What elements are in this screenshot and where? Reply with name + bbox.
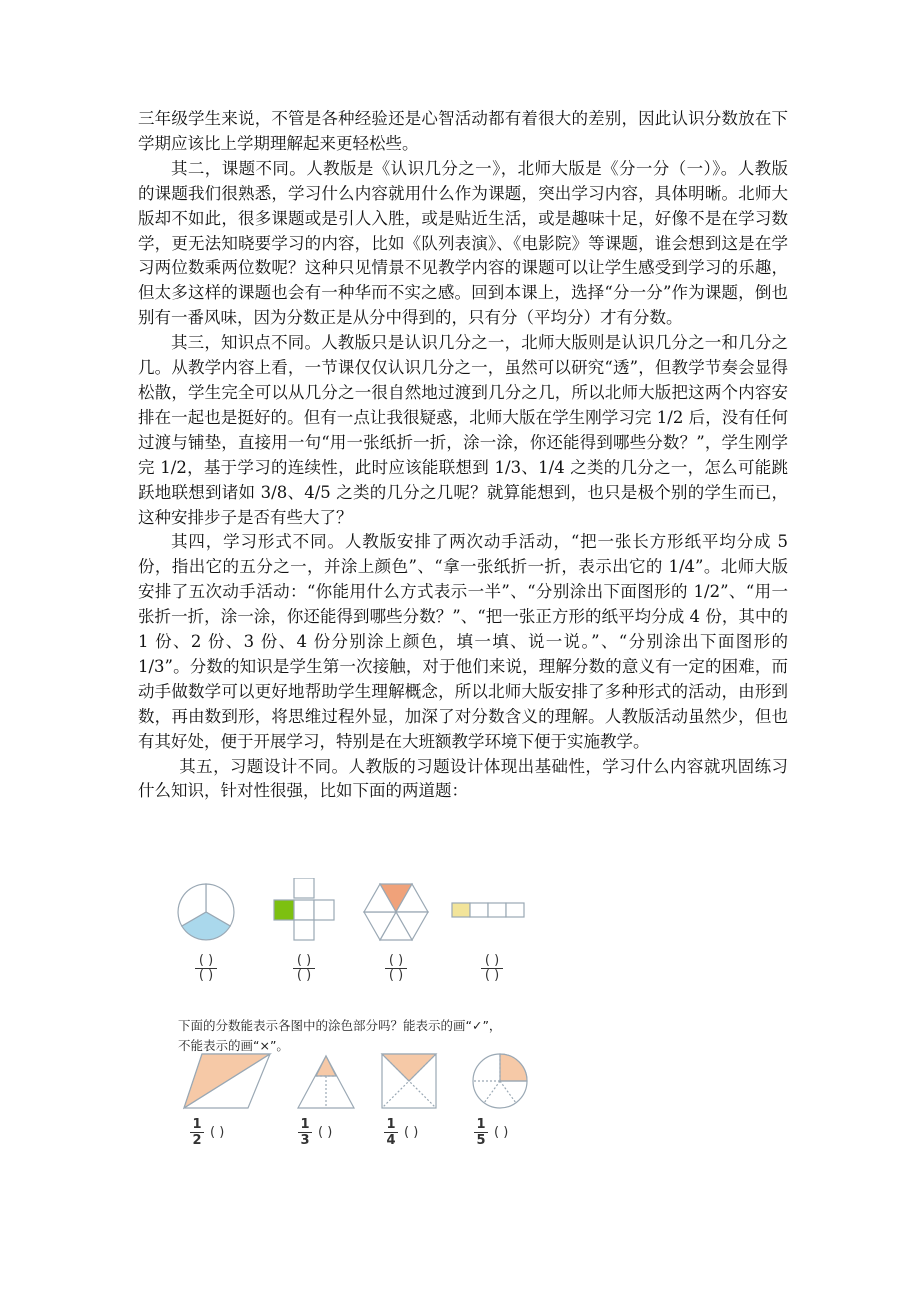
cube-net-figure: [274, 878, 334, 940]
fraction-blank-3[interactable]: ( ) ( ): [376, 954, 416, 983]
answer-blank-1[interactable]: ( ): [210, 1125, 225, 1140]
ex2-fraction-1: 1 2 ( ): [190, 1118, 204, 1147]
exercise1-figures: [170, 878, 550, 948]
ex2-fraction-2: 1 3 ( ): [298, 1118, 312, 1147]
circle-thirds-figure: [178, 884, 234, 940]
answer-blank-3[interactable]: ( ): [404, 1125, 419, 1140]
answer-blank-2[interactable]: ( ): [318, 1125, 333, 1140]
ex2-fraction-3: 1 4 ( ): [384, 1118, 398, 1147]
paragraph-1: 三年级学生来说，不管是各种经验还是心智活动都有着很大的差别，因此认识分数放在下学期应该比上学期理解起来更轻松些。: [138, 109, 788, 153]
fraction-blank-4[interactable]: ( ) ( ): [472, 954, 512, 983]
exercise2-instruction: 下面的分数能表示各图中的涂色部分吗？能表示的画“✓”， 不能表示的画“×”。: [178, 1018, 502, 1053]
paragraph-5: 其五，习题设计不同。人教版的习题设计体现出基础性，学习什么内容就巩固练习什么知识，针对性很强，比如下面的两道题：: [138, 756, 788, 801]
exercise2-figures: [180, 1050, 540, 1114]
square-quarters-figure: [382, 1054, 436, 1108]
fraction-blank-1[interactable]: ( ) ( ): [186, 954, 226, 983]
paragraph-3: 其三，知识点不同。人教版只是认识几分之一，北师大版则是认识几分之一和几分之几。从教学内容上看，一节课仅仅认识几分之一，虽然可以研究“透”，但教学节奏会显得松散，学生完全可以从几分之一很自然地过渡到几分之几，所以北师大版把这两个内容安排在一起也是挺好的。但有一点让我很疑惑，北师大版在学生刚学习完 1/2 后，没有任何过渡与铺垫，直接用一句“用一张纸折一折，涂一涂，你还能得到哪些分数？”，学生刚学完 1/2，基于学习的连续性，此时应该能联想到 1/3、1/4 之类的几分之一，怎么可能跳跃地联想到诸如 3/8、4/5 之类的几分之几呢？就算能想到，也只是极个别的学生而已，这种安排步子是否有些大了？: [138, 333, 788, 527]
paragraph-4: 其四，学习形式不同。人教版安排了两次动手活动，“把一张长方形纸平均分成 5 份，指出它的五分之一，并涂上颜色”、“拿一张纸折一折，表示出它的 1/4”。北师大版安排了五次动手活动：“你能用什么方式表示一半”、“分别涂出下面图形的 1/2”、“用一张折一折，涂一涂，你还能得到哪些分数？”、“把一张正方形的纸平均分成 4 份，其中的 1 份、2 份、3 份、4 份分别涂上颜色，填一填、说一说。”、“分别涂出下面图形的 1/3”。分数的知识是学生第一次接触，对于他们来说，理解分数的意义有一定的困难，而动手做数学可以更好地帮助学生理解概念，所以北师大版安排了多种形式的活动，由形到数，再由数到形，将思维过程外显，加深了对分数含义的理解。人教版活动虽然少，但也有其好处，便于开展学习，特别是在大班额教学环境下便于实施教学。: [138, 532, 788, 751]
hexagon-sixths-figure: [364, 884, 428, 940]
parallelogram-figure: [184, 1054, 270, 1108]
article-body: [138, 107, 788, 804]
paragraph-2: 其二，课题不同。人教版是《认识几分之一》，北师大版是《分一分（一）》。人教版的课题我们很熟悉，学习什么内容就用什么作为课题，突出学习内容，具体明晰。北师大版却不如此，很多课题或是引人入胜，或是贴近生活，或是趣味十足，好像不是在学习数学，更无法知晓要学习的内容，比如《队列表演》、《电影院》等课题，谁会想到这是在学习两位数乘两位数呢？这种只见情景不见教学内容的课题可以让学生感受到学习的乐趣，但太多这样的课题也会有一种华而不实之感。回到本课上，选择“分一分”作为课题，倒也别有一番风味，因为分数正是从分中得到的，只有分（平均分）才有分数。: [138, 158, 788, 328]
strip-fifths-figure: [452, 903, 524, 917]
fraction-blank-2[interactable]: ( ) ( ): [284, 954, 324, 983]
triangle-figure: [298, 1056, 354, 1108]
circle-sector-figure: [473, 1054, 527, 1108]
answer-blank-4[interactable]: ( ): [494, 1125, 509, 1140]
ex2-fraction-4: 1 5 ( ): [474, 1118, 488, 1147]
